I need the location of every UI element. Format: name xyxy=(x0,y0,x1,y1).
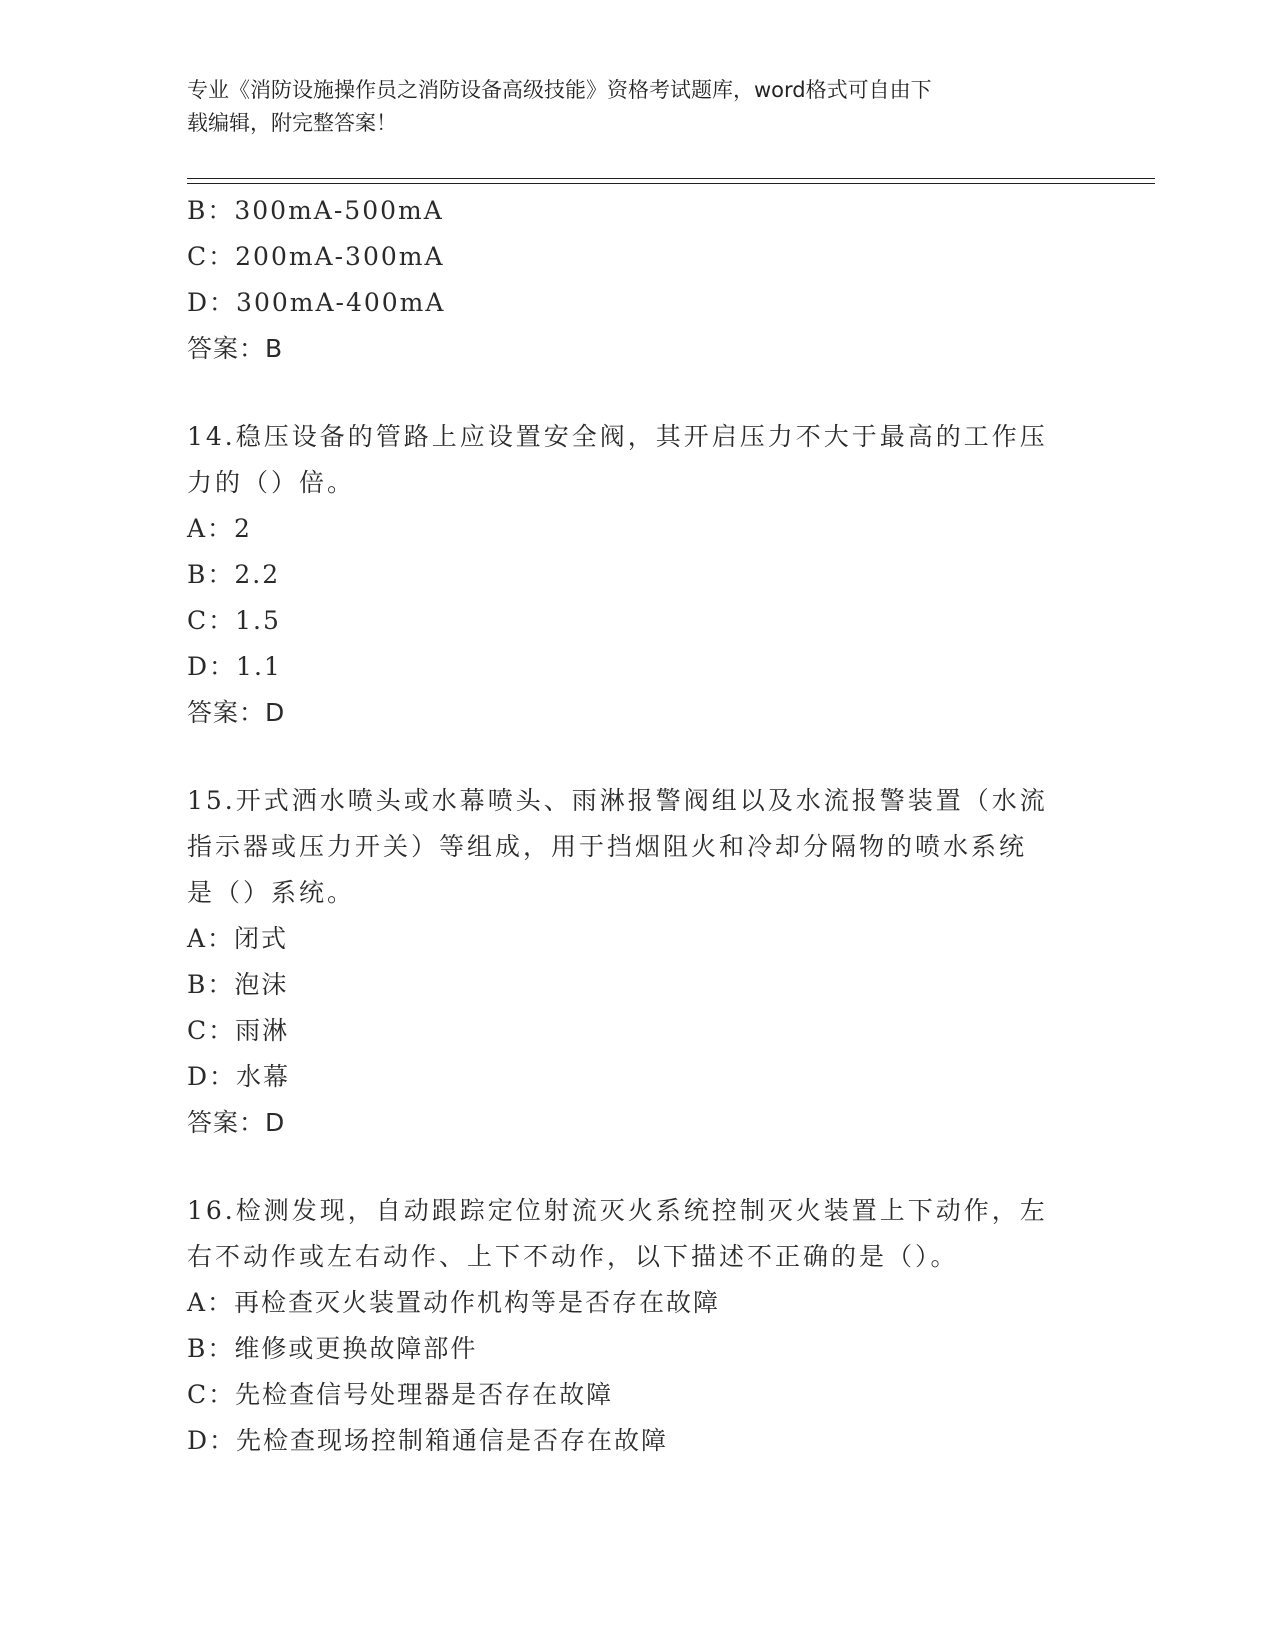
spacer xyxy=(187,736,1087,778)
question-stem-line: 指示器或压力开关）等组成，用于挡烟阻火和冷却分隔物的喷水系统 xyxy=(187,832,1028,861)
option-c: C：先检查信号处理器是否存在故障 xyxy=(187,1380,614,1409)
option-d: D：先检查现场控制箱通信是否存在故障 xyxy=(187,1426,669,1455)
spacer xyxy=(187,1146,1087,1188)
option-a: A：2 xyxy=(187,514,252,543)
option-d: D：1.1 xyxy=(187,652,282,681)
option-b: B：维修或更换故障部件 xyxy=(187,1334,478,1363)
question-14 xyxy=(187,414,1087,736)
header-divider-top xyxy=(187,178,1155,179)
question-16 xyxy=(187,1188,1087,1464)
page-header xyxy=(187,74,1067,140)
option-c: C：1.5 xyxy=(187,606,281,635)
question-15 xyxy=(187,778,1087,1146)
option-a: A：闭式 xyxy=(187,924,289,953)
prev-question-block xyxy=(187,188,1087,372)
option-b: B：300mA-500mA xyxy=(187,196,444,225)
question-stem-line: 16.检测发现，自动跟踪定位射流灭火系统控制灭火装置上下动作，左 xyxy=(187,1196,1048,1225)
question-content xyxy=(187,188,1087,1464)
header-line-2: 载编辑，附完整答案！ xyxy=(187,111,397,135)
option-d: D：300mA-400mA xyxy=(187,288,446,317)
option-d: D：水幕 xyxy=(187,1062,291,1091)
option-b: B：2.2 xyxy=(187,560,281,589)
option-c: C：200mA-300mA xyxy=(187,242,445,271)
question-stem-line: 力的（）倍。 xyxy=(187,468,356,497)
answer-line: 答案：D xyxy=(187,1108,286,1137)
header-line-1: 专业《消防设施操作员之消防设备高级技能》资格考试题库，word格式可自由下 xyxy=(187,78,932,102)
question-stem-line: 14.稳压设备的管路上应设置安全阀，其开启压力不大于最高的工作压 xyxy=(187,422,1048,451)
option-c: C：雨淋 xyxy=(187,1016,290,1045)
question-stem-line: 15.开式洒水喷头或水幕喷头、雨淋报警阀组以及水流报警装置（水流 xyxy=(187,786,1048,815)
answer-line: 答案：D xyxy=(187,698,286,727)
answer-line: 答案：B xyxy=(187,334,284,363)
header-divider-bottom xyxy=(187,183,1155,184)
option-a: A：再检查灭火装置动作机构等是否存在故障 xyxy=(187,1288,721,1317)
spacer xyxy=(187,372,1087,414)
question-stem-line: 右不动作或左右动作、上下不动作，以下描述不正确的是（）。 xyxy=(187,1242,959,1271)
question-stem-line: 是（）系统。 xyxy=(187,878,356,907)
option-b: B：泡沫 xyxy=(187,970,289,999)
